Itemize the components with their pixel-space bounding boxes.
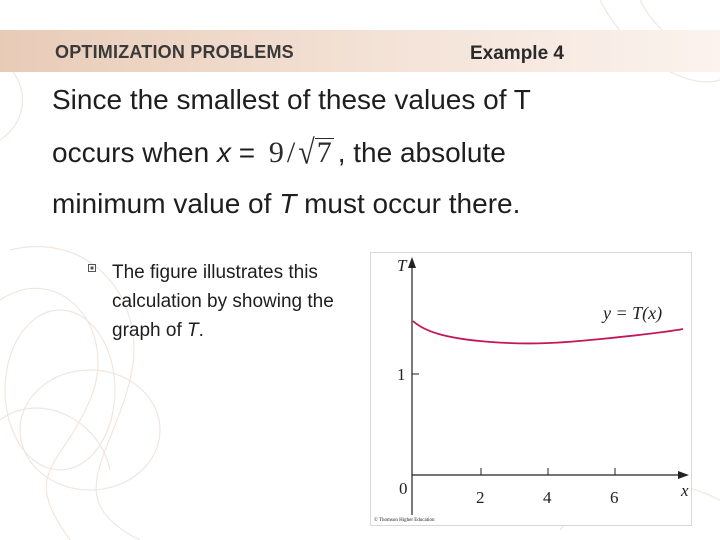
line2-suffix: , the absolute <box>337 137 506 168</box>
line2-prefix: occurs when <box>52 137 217 168</box>
equals: = <box>230 137 263 168</box>
line3-prefix: minimum value of <box>52 188 280 219</box>
graph-figure <box>370 252 692 526</box>
y-tick-label-1: 1 <box>397 365 406 384</box>
graph-svg <box>371 253 691 525</box>
body-line-1: Since the smallest of these values of T <box>52 84 531 115</box>
x-tick-label-6: 6 <box>610 488 619 507</box>
bullet-text <box>112 258 342 345</box>
x-tick-label-4: 4 <box>543 488 552 507</box>
origin-label: 0 <box>399 479 408 498</box>
curve-T <box>413 321 683 343</box>
body-line-3 <box>52 188 520 220</box>
math-slash: / <box>286 136 296 169</box>
square-bullet-icon <box>88 264 96 272</box>
x-axis-label: x <box>681 481 689 500</box>
copyright-note: © Thomson Higher Education <box>374 518 435 523</box>
curve-label: y = T(x) <box>603 303 663 323</box>
x-axis-arrow-icon <box>678 471 689 479</box>
bullet-text-end: . <box>198 320 204 341</box>
bullet-text-main: The figure illustrates this calculation by showing the graph of <box>112 262 334 341</box>
bullet-var-T: T <box>187 320 199 341</box>
y-axis-label: T <box>397 256 407 275</box>
sqrt-icon: √ <box>298 133 315 172</box>
var-T: T <box>279 188 297 219</box>
x-tick-label-2: 2 <box>476 488 485 507</box>
body-line-2 <box>52 133 506 172</box>
math-expression <box>268 133 334 172</box>
var-x: x <box>216 137 231 168</box>
math-radicand: 7 <box>316 136 332 169</box>
y-axis-arrow-icon <box>408 257 416 268</box>
math-numerator: 9 <box>268 136 284 169</box>
section-title: OPTIMIZATION PROBLEMS <box>55 42 294 62</box>
example-label: Example 4 <box>470 43 564 64</box>
line3-suffix: must occur there. <box>296 188 521 219</box>
